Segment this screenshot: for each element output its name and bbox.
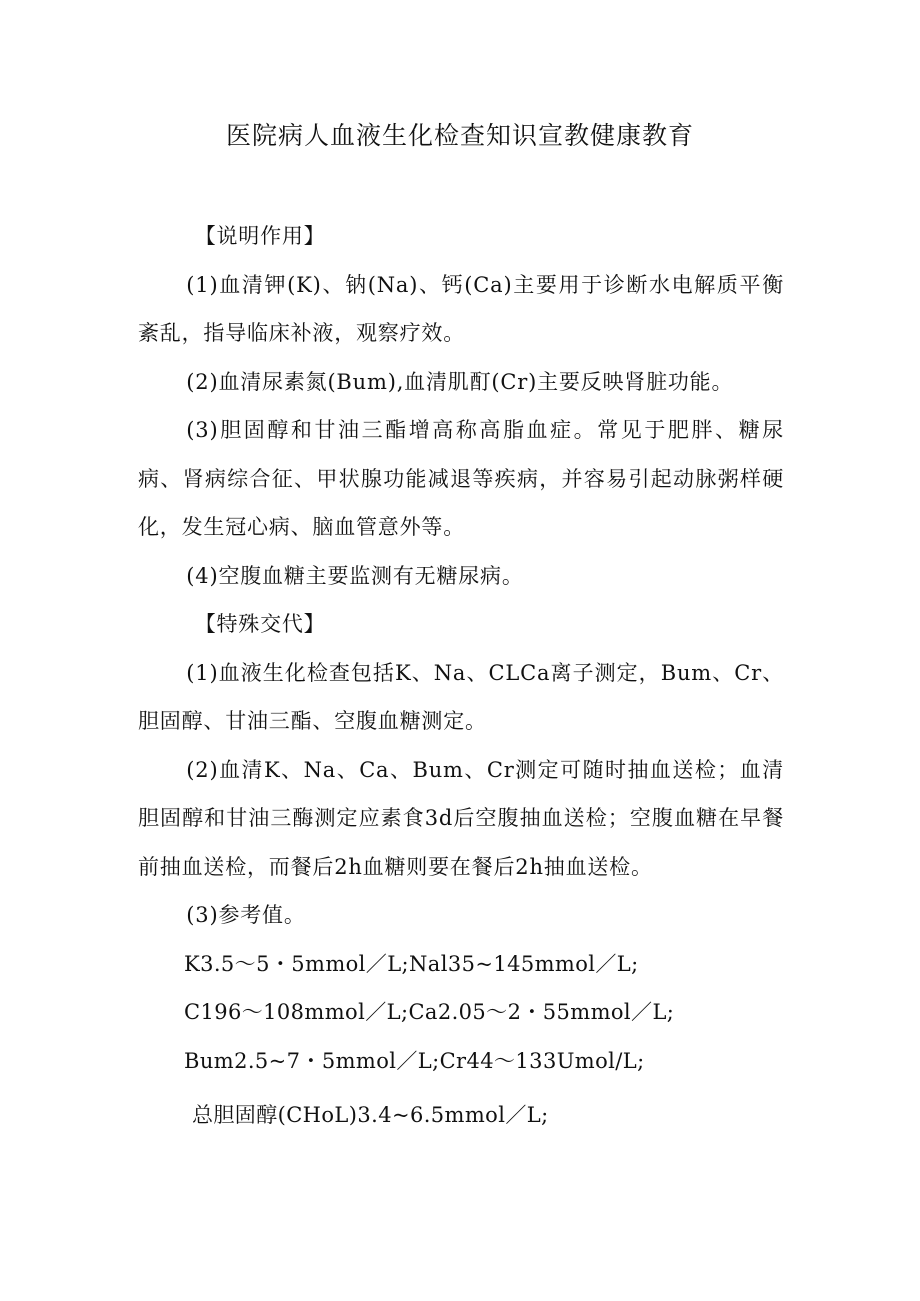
reference-value-line: C196～108mmol／L;Ca2.05～2・55mmol／L;	[184, 1000, 675, 1024]
paragraph: (1)血清钾(K)、钠(Na)、钙(Ca)主要用于诊断水电解质平衡紊乱，指导临床补液，观察疗效。	[138, 272, 784, 345]
reference-value-line: Bum2.5~7・5mmol／L;Cr44～133Umol/L;	[184, 1048, 645, 1073]
document-title: 医院病人血液生化检查知识宣教健康教育	[225, 121, 694, 150]
section-heading-explanation: 【说明作用】	[194, 224, 326, 248]
paragraph: (4)空腹血糖主要监测有无糖尿病。	[186, 563, 524, 588]
paragraph: (2)血清尿素氮(Bum),血清肌酊(Cr)主要反映肾脏功能。	[186, 369, 734, 394]
section-heading-special-notes: 【特殊交代】	[194, 612, 326, 636]
paragraph: (2)血清K、Na、Ca、Bum、Cr测定可随时抽血送检；血清胆固醇和甘油三酶测定应素食3d后空腹抽血送检；空腹血糖在早餐前抽血送检，而餐后2h血糖则要在餐后2h抽血送检。	[138, 757, 784, 879]
paragraph: (1)血液生化检查包括K、Na、CLCa离子测定，Bum、Cr、胆固醇、甘油三酯、空腹血糖测定。	[138, 660, 784, 733]
paragraph: (3)参考值。	[186, 903, 306, 927]
reference-value-line: K3.5～5・5mmol／L;Nal35~145mmol／L;	[184, 951, 639, 976]
document-body	[138, 212, 784, 1140]
reference-value-line: 总胆固醇(CHoL)3.4~6.5mmol／L;	[192, 1103, 549, 1127]
paragraph: (3)胆固醇和甘油三酯增高称高脂血症。常见于肥胖、糖尿病、肾病综合征、甲状腺功能减退等疾病，并容易引起动脉粥样硬化，发生冠心病、脑血管意外等。	[138, 418, 784, 539]
